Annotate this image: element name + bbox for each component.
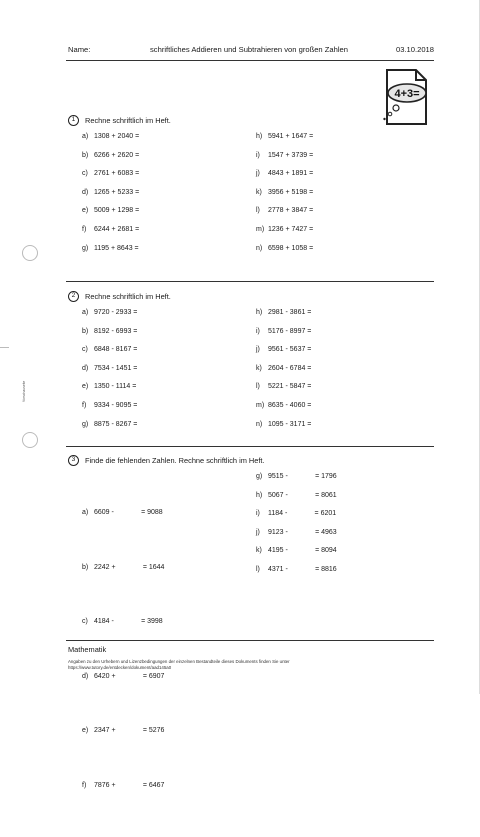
section-divider bbox=[66, 281, 434, 282]
exercise-3-heading bbox=[68, 455, 265, 466]
task-item: k) 2604 - 6784 = bbox=[256, 364, 312, 372]
punch-hole-bottom bbox=[22, 432, 38, 448]
task-item: k) 4195 - = 8094 bbox=[256, 547, 337, 555]
task-item: b) 8192 - 6993 = bbox=[82, 327, 138, 335]
exercise-1-left-column bbox=[82, 133, 139, 263]
task-item: a) 9720 - 2933 = bbox=[82, 309, 138, 316]
task-item: g) 1195 + 8643 = bbox=[82, 244, 139, 252]
math-document-icon bbox=[382, 68, 430, 126]
footer-divider bbox=[66, 640, 434, 641]
task-item: f) 9334 - 9095 = bbox=[82, 401, 138, 409]
exercise-3-left-column bbox=[82, 473, 164, 837]
task-item: h) 2981 - 3861 = bbox=[256, 309, 312, 316]
task-item: g) 8875 - 8267 = bbox=[82, 420, 138, 428]
exercise-instruction: Finde die fehlenden Zahlen. Rechne schriftlich im Heft. bbox=[85, 456, 265, 465]
task-item: h) 5941 + 1647 = bbox=[256, 133, 314, 140]
task-item: m) 8635 - 4060 = bbox=[256, 401, 312, 409]
task-item: f) 7876 + = 6467 bbox=[82, 781, 165, 789]
exercise-1-heading bbox=[68, 115, 171, 126]
task-item: e) 1350 - 1114 = bbox=[82, 383, 137, 391]
task-item: h) 5067 - = 8061 bbox=[256, 491, 337, 499]
task-item: k) 3956 + 5198 = bbox=[256, 188, 314, 196]
exercise-instruction: Rechne schriftlich im Heft. bbox=[85, 116, 171, 125]
footer-link[interactable]: https://www.tutory.de/entdecken/dokument/aad145a0 bbox=[68, 665, 172, 670]
task-item: a) 6609 - = 9088 bbox=[82, 509, 163, 516]
footer-note-line: Angaben zu den Urhebern und Lizenzbedingungen der einzelnen Bestandteile dieses Dokuments finden Sie unter bbox=[68, 659, 290, 664]
task-item: g) 9515 - = 1796 bbox=[256, 473, 337, 480]
exercise-number-badge: 1 bbox=[68, 115, 79, 126]
header-divider bbox=[66, 60, 434, 61]
task-item: j) 4843 + 1891 = bbox=[256, 170, 314, 178]
task-item: l) 4371 - = 8816 bbox=[256, 565, 337, 573]
side-label: Vorschauseite bbox=[22, 380, 26, 402]
punch-hole-top bbox=[22, 245, 38, 261]
exercise-2-right-column bbox=[256, 309, 311, 439]
fold-mark bbox=[0, 347, 9, 348]
task-item: m) 1236 + 7427 = bbox=[256, 225, 314, 233]
task-item: d) 6420 + = 6907 bbox=[82, 672, 165, 680]
name-label: Name: bbox=[68, 45, 91, 54]
task-item: b) 2242 + = 1644 bbox=[82, 563, 165, 571]
task-item: i) 5176 - 8997 = bbox=[256, 327, 312, 335]
exercise-3-right-column bbox=[256, 473, 337, 585]
exercise-number-badge: 3 bbox=[68, 455, 79, 466]
page-header bbox=[68, 45, 434, 59]
task-item: f) 6244 + 2681 = bbox=[82, 225, 140, 233]
worksheet-date: 03.10.2018 bbox=[395, 45, 434, 54]
task-item: i) 1184 - = 6201 bbox=[256, 510, 337, 518]
exercise-2-heading bbox=[68, 291, 171, 302]
task-item: c) 2761 + 6083 = bbox=[82, 170, 140, 178]
exercise-number-badge: 2 bbox=[68, 291, 79, 302]
footer-subject: Mathematik bbox=[68, 645, 107, 654]
task-item: a) 1308 + 2040 = bbox=[82, 133, 140, 140]
task-item: l) 2778 + 3847 = bbox=[256, 207, 314, 215]
footer-attribution bbox=[68, 659, 368, 671]
exercise-2-left-column bbox=[82, 309, 137, 439]
exercise-instruction: Rechne schriftlich im Heft. bbox=[85, 292, 171, 301]
task-item: e) 5009 + 1298 = bbox=[82, 207, 140, 215]
task-item: e) 2347 + = 5276 bbox=[82, 727, 165, 735]
task-item: b) 6266 + 2620 = bbox=[82, 151, 140, 159]
worksheet-title: schriftliches Addieren und Subtrahieren von großen Zahlen bbox=[150, 45, 348, 54]
section-divider bbox=[66, 446, 434, 447]
task-item: d) 7534 - 1451 = bbox=[82, 364, 138, 372]
task-item: c) 6848 - 8167 = bbox=[82, 346, 138, 354]
exercise-1-right-column bbox=[256, 133, 313, 263]
task-item: c) 4184 - = 3998 bbox=[82, 618, 163, 626]
task-item: l) 5221 - 5847 = bbox=[256, 383, 312, 391]
task-item: j) 9123 - = 4963 bbox=[256, 528, 337, 536]
logo-text: 4+3= bbox=[394, 88, 420, 100]
task-item: d) 1265 + 5233 = bbox=[82, 188, 140, 196]
task-item: j) 9561 - 5637 = bbox=[256, 346, 312, 354]
task-item: n) 6598 + 1058 = bbox=[256, 244, 314, 252]
task-item: n) 1095 - 3171 = bbox=[256, 420, 312, 428]
task-item: i) 1547 + 3739 = bbox=[256, 151, 314, 159]
